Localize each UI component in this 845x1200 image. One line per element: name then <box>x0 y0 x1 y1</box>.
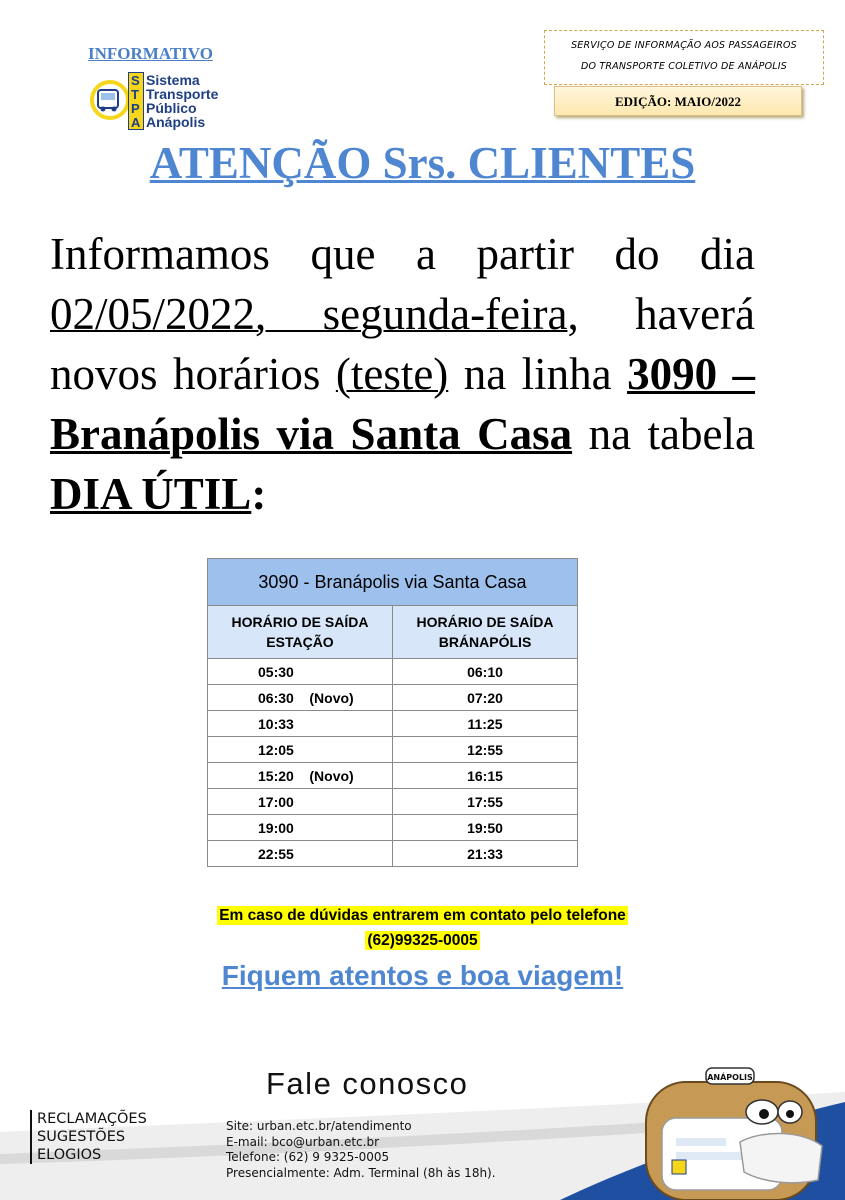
column-header-estacao <box>208 606 393 659</box>
table-row <box>208 841 578 867</box>
logo-word: Público <box>146 100 197 116</box>
contact-phone-line: Telefone: (62) 9 9325-0005 <box>226 1150 390 1164</box>
departure-estacao: 10:33 <box>208 711 393 737</box>
announcement-table: DIA ÚTIL <box>50 469 252 519</box>
column-header-line: ESTAÇÃO <box>266 634 334 650</box>
announcement-colon: : <box>251 469 267 519</box>
announcement-date: 02/05/2022, segunda-feira <box>50 289 568 339</box>
contact-note-line: Em caso de dúvidas entrarem em contato pelo telefone <box>219 907 626 924</box>
departure-estacao: 15:20 (Novo) <box>208 763 393 789</box>
logo-word: Transporte <box>146 86 219 102</box>
table-row <box>208 815 578 841</box>
announcement-text <box>50 224 755 524</box>
category-item: ELOGIOS <box>37 1147 102 1163</box>
column-header-line: HORÁRIO DE SAÍDA <box>231 614 369 630</box>
departure-estacao: 12:05 <box>208 737 393 763</box>
announcement-part: na tabela <box>572 409 755 459</box>
column-header-line: HORÁRIO DE SAÍDA <box>416 614 554 630</box>
contact-note <box>0 903 845 953</box>
page-title: ATENÇÃO Srs. CLIENTES <box>149 138 696 188</box>
announcement-line: 3090 – Branápolis via Santa Casa <box>50 349 755 459</box>
column-header-branapolis <box>393 606 578 659</box>
contact-site: Site: urban.etc.br/atendimento <box>226 1119 412 1133</box>
contact-phone: (62)99325-0005 <box>367 932 478 949</box>
table-row <box>208 685 578 711</box>
departure-estacao: 17:00 <box>208 789 393 815</box>
logo-letter: S <box>131 73 140 88</box>
departure-estacao: 05:30 <box>208 659 393 685</box>
edition-badge: EDIÇÃO: MAIO/2022 <box>554 86 802 116</box>
departure-estacao: 19:00 <box>208 815 393 841</box>
schedule-title: 3090 - Branápolis via Santa Casa <box>208 559 578 606</box>
announcement-part: na linha <box>448 349 628 399</box>
column-header-line: BRÁNAPÓLIS <box>438 634 532 650</box>
service-line: DO TRANSPORTE COLETIVO DE ANÁPOLIS <box>580 61 788 72</box>
departure-branapolis: 19:50 <box>393 815 578 841</box>
table-row <box>208 763 578 789</box>
bus-icon <box>90 78 130 124</box>
departure-branapolis: 06:10 <box>393 659 578 685</box>
departure-estacao: 06:30 (Novo) <box>208 685 393 711</box>
fale-conosco-title: Fale conosco <box>266 1066 469 1101</box>
farewell-message: Fiquem atentos e boa viagem! <box>221 960 624 991</box>
feedback-categories <box>30 1110 147 1164</box>
contact-in-person: Presencialmente: Adm. Terminal (8h às 18h). <box>226 1165 496 1180</box>
mascot-sign-text: ANÁPOLIS <box>707 1073 753 1082</box>
logo-letter-column <box>128 72 144 130</box>
category-item: SUGESTÕES <box>37 1129 126 1145</box>
logo-letter: T <box>131 87 139 102</box>
service-info-box <box>544 30 824 85</box>
departure-branapolis: 21:33 <box>393 841 578 867</box>
informativo-label: INFORMATIVO <box>88 44 213 63</box>
table-row <box>208 789 578 815</box>
contact-details <box>226 1119 496 1181</box>
departure-branapolis: 07:20 <box>393 685 578 711</box>
service-line: SERVIÇO DE INFORMAÇÃO AOS PASSAGEIROS <box>571 40 797 51</box>
contact-email: E-mail: bco@urban.etc.br <box>226 1134 380 1149</box>
bus-mascot-illustration <box>632 1060 828 1200</box>
departure-branapolis: 11:25 <box>393 711 578 737</box>
table-row <box>208 737 578 763</box>
departure-estacao: 22:55 <box>208 841 393 867</box>
departure-branapolis: 16:15 <box>393 763 578 789</box>
logo-word: Sistema <box>146 72 200 88</box>
logo-letter: P <box>131 101 140 116</box>
stpa-logo <box>90 68 260 132</box>
departure-branapolis: 17:55 <box>393 789 578 815</box>
schedule-table <box>207 558 578 867</box>
announcement-part: , haverá novos horários <box>50 289 755 399</box>
table-row <box>208 711 578 737</box>
table-row <box>208 659 578 685</box>
logo-word: Anápolis <box>146 114 206 130</box>
announcement-test: (teste) <box>335 349 449 399</box>
departure-branapolis: 12:55 <box>393 737 578 763</box>
category-item: RECLAMAÇÕES <box>37 1111 147 1127</box>
announcement-part: Informamos que a partir do dia <box>50 229 755 279</box>
logo-letter: A <box>131 115 141 130</box>
